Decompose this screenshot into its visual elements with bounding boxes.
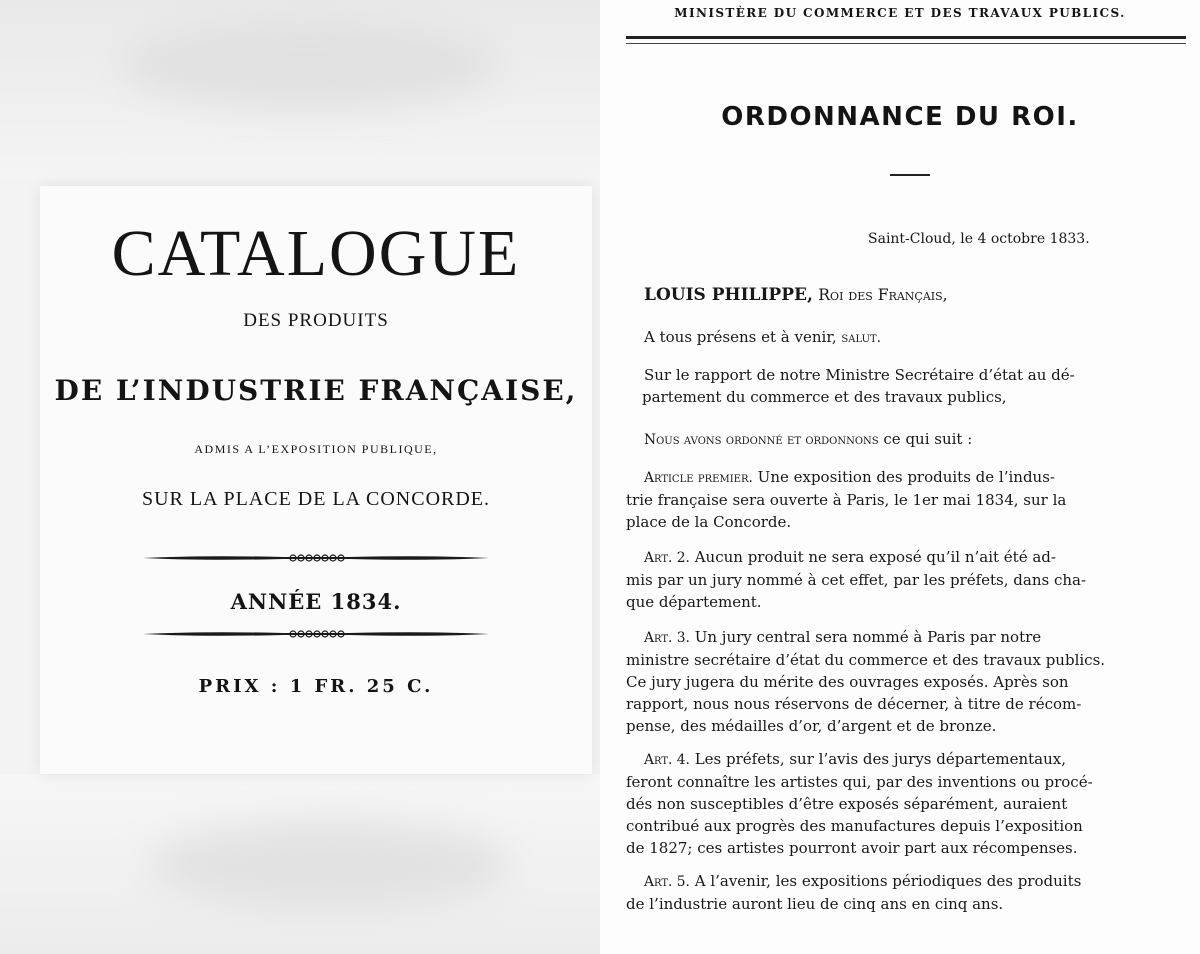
article-1 [626,466,1067,533]
title-rule [890,174,930,176]
ornamental-rule-top [143,552,489,564]
article-line: de 1827; ces artistes pourront avoir part aux récompenses. [626,839,1078,857]
ordered-line [644,428,972,451]
article-line: mis par un jury nommé à cet effet, par les préfets, dans cha- [626,571,1087,589]
ordonnance-date: Saint-Cloud, le 4 octobre 1833. [868,231,1090,247]
catalogue-title: CATALOGUE [111,217,521,290]
article-5 [626,870,1082,915]
subtitle-industrie: DE L’INDUSTRIE FRANÇAISE, [54,374,578,407]
header-rule-thin [626,43,1186,44]
king-title: Roi des Français, [818,285,948,304]
article-label: Art. 5. [644,874,690,890]
report-line: Sur le rapport de notre Ministre Secrétaire d’état au dé- [644,366,1075,384]
article-line: pense, des médailles d’or, d’argent et de bronze. [626,717,997,735]
article-line: rapport, nous nous réservons de décerner, à titre de récom- [626,695,1082,713]
article-line: A l’avenir, les expositions périodiques des produits [694,872,1082,890]
scan-shadow [150,820,510,910]
article-line: trie française sera ouverte à Paris, le 1er mai 1834, sur la [626,491,1067,509]
ministry-header: MINISTÈRE DU COMMERCE ET DES TRAVAUX PUBLICS. [674,6,1126,20]
greeting-salut: salut. [841,330,882,346]
article-line: feront connaître les artistes qui, par des inventions ou procé- [626,773,1093,791]
article-line: Une exposition des produits de l’indus- [757,468,1055,486]
article-label: Art. 3. [644,630,690,646]
article-2 [626,546,1087,613]
header-rule-thick [626,36,1186,39]
king-name: LOUIS PHILIPPE, [644,285,813,305]
subtitle-produits: DES PRODUITS [243,310,389,331]
article-line: dés non susceptibles d’être exposés séparément, auraient [626,795,1068,813]
subtitle-exposition: ADMIS A L’EXPOSITION PUBLIQUE, [194,442,438,456]
year-label: ANNÉE 1834. [230,589,402,614]
catalogue-title-page [40,186,592,774]
article-line: contribué aux progrès des manufactures depuis l’exposition [626,817,1083,835]
article-line: Un jury central sera nommé à Paris par notre [694,628,1042,646]
article-line: Les préfets, sur l’avis des jurys départementaux, [694,750,1066,768]
article-line: Aucun produit ne sera exposé qu’il n’ait été ad- [694,548,1056,566]
article-line: place de la Concorde. [626,513,792,531]
ornamental-rule-bottom [143,628,489,640]
article-line: que département. [626,593,762,611]
report-paragraph [644,364,1075,408]
ordered-prefix: Nous avons ordonné et ordonnons [644,432,879,448]
article-label: Art. 2. [644,550,690,566]
article-label: Art. 4. [644,752,690,768]
greeting-line [644,326,881,349]
report-line: partement du commerce et des travaux publics, [642,388,1007,406]
article-label: Article premier. [644,470,753,486]
article-4 [626,748,1093,859]
article-line: ministre secrétaire d’état du commerce et des travaux publics. [626,651,1106,669]
ordonnance-page [600,0,1200,954]
article-line: Ce jury jugera du mérite des ouvrages exposés. Après son [626,673,1069,691]
subtitle-place: SUR LA PLACE DE LA CONCORDE. [141,488,491,510]
ordonnance-title: ORDONNANCE DU ROI. [721,102,1079,132]
king-line [644,284,948,306]
greeting-text: A tous présens et à venir, [644,328,837,346]
ordered-suffix: ce qui suit : [883,430,973,448]
article-line: de l’industrie auront lieu de cinq ans en cinq ans. [626,895,1004,913]
price-label: PRIX : 1 FR. 25 C. [198,676,434,697]
article-3 [626,626,1106,737]
scan-shadow [120,20,500,110]
